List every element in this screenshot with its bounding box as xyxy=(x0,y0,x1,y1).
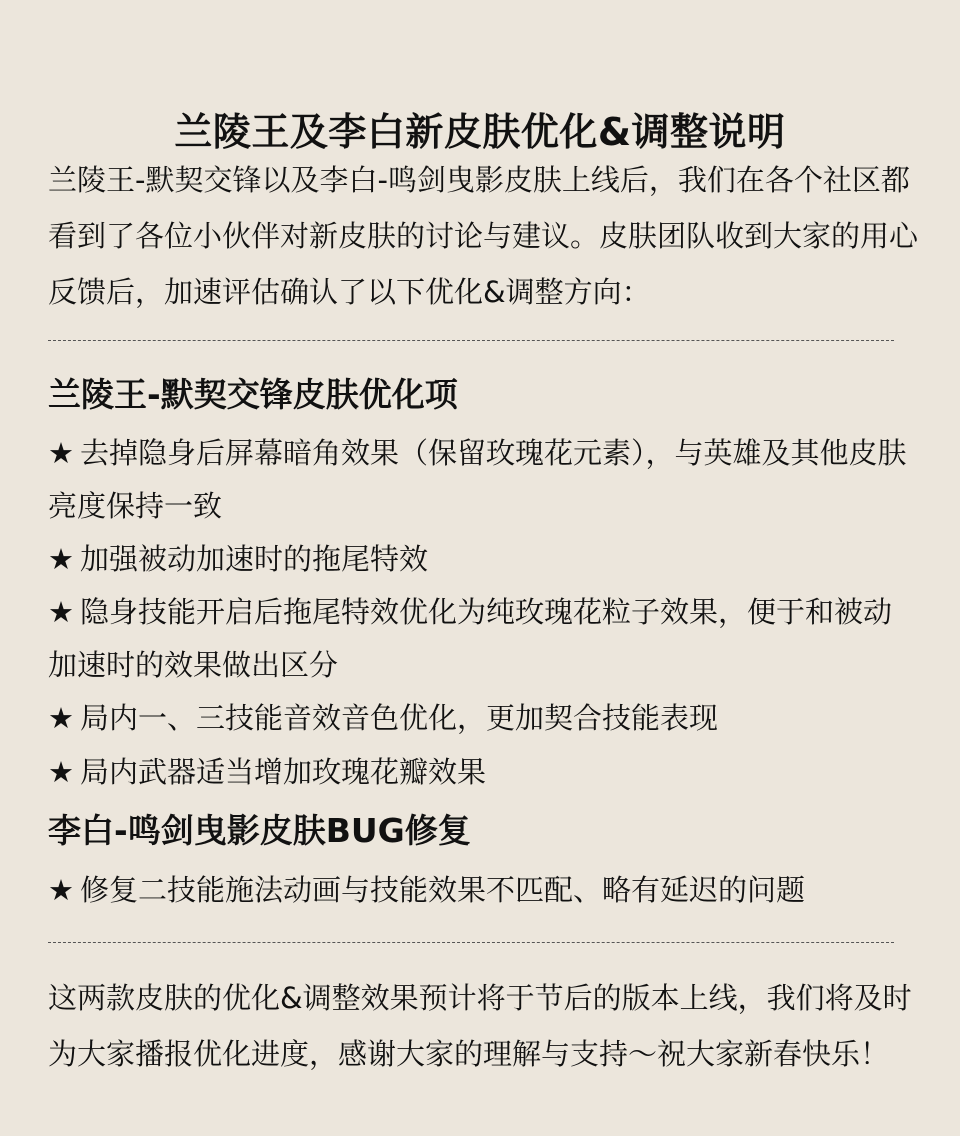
list-item xyxy=(48,427,918,533)
list-item xyxy=(48,533,918,586)
list-item-text: 去掉隐身后屏幕暗角效果（保留玫瑰花元素），与英雄及其他皮肤亮度保持一致 xyxy=(48,436,907,523)
dashed-divider xyxy=(48,340,894,341)
page-title: 兰陵王及李白新皮肤优化&调整说明 xyxy=(174,110,786,155)
section-heading-lanlingwang: 兰陵王-默契交锋皮肤优化项 xyxy=(48,375,458,414)
list-item-text: 加强被动加速时的拖尾特效 xyxy=(80,542,429,576)
list-item xyxy=(48,692,918,745)
list-item-text: 局内武器适当增加玫瑰花瓣效果 xyxy=(80,755,487,789)
list-item xyxy=(48,586,918,692)
star-icon: ★ xyxy=(48,595,74,629)
list-item-text: 隐身技能开启后拖尾特效优化为纯玫瑰花粒子效果，便于和被动加速时的效果做出区分 xyxy=(48,595,893,682)
list-item-text: 修复二技能施法动画与技能效果不匹配、略有延迟的问题 xyxy=(80,873,806,907)
list-item xyxy=(48,746,918,799)
star-icon: ★ xyxy=(48,436,74,470)
star-icon: ★ xyxy=(48,542,74,576)
dashed-divider xyxy=(48,942,894,943)
star-icon: ★ xyxy=(48,755,74,789)
section-heading-libai: 李白-鸣剑曳影皮肤BUG修复 xyxy=(48,811,471,850)
intro-paragraph: 兰陵王-默契交锋以及李白-鸣剑曳影皮肤上线后，我们在各个社区都看到了各位小伙伴对新皮肤的讨论与建议。皮肤团队收到大家的用心反馈后，加速评估确认了以下优化&调整方向： xyxy=(48,163,919,309)
closing-paragraph: 这两款皮肤的优化&调整效果预计将于节后的版本上线，我们将及时为大家播报优化进度，感谢大家的理解与支持～祝大家新春快乐！ xyxy=(48,981,912,1071)
star-icon: ★ xyxy=(48,873,74,907)
star-icon: ★ xyxy=(48,701,74,735)
list-item xyxy=(48,864,918,917)
list-item-text: 局内一、三技能音效音色优化，更加契合技能表现 xyxy=(80,701,719,735)
